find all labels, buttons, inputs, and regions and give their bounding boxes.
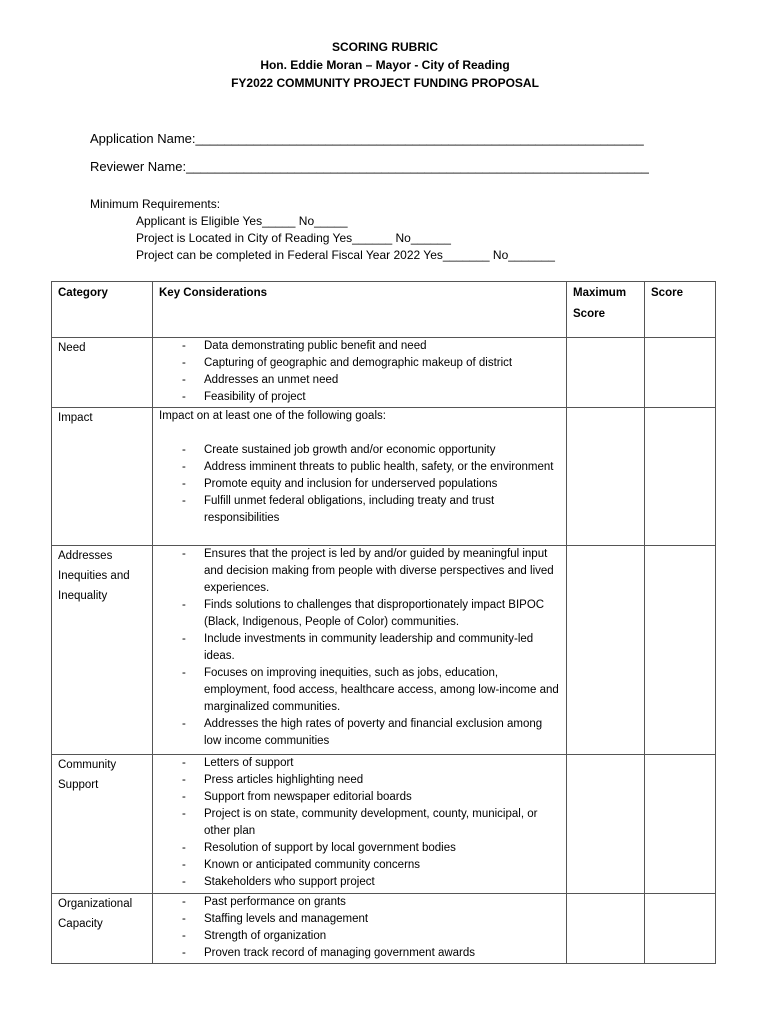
maximum-score-cell[interactable] (567, 894, 645, 964)
minimum-requirements (90, 196, 555, 264)
list-item: - Fulfill unmet federal obligations, including treaty and trust responsibilities (159, 493, 560, 527)
list-item: - Known or anticipated community concerns (159, 857, 560, 874)
application-name-field[interactable]: Application Name:______________________________________________________________ (90, 131, 644, 146)
list-item: - Ensures that the project is led by and/or guided by meaningful input and decision making from people with diverse perspectives and lived experiences. (159, 546, 560, 597)
list-item: - Create sustained job growth and/or economic opportunity (159, 442, 560, 459)
table-row (52, 755, 716, 894)
score-cell[interactable] (645, 408, 716, 546)
list-item: - Finds solutions to challenges that disproportionately impact BIPOC (Black, Indigenous, People of Color) communities. (159, 597, 560, 631)
category-cell: Need (52, 338, 153, 408)
list-item: - Data demonstrating public benefit and need (159, 338, 560, 355)
list-item: - Stakeholders who support project (159, 874, 560, 891)
score-cell[interactable] (645, 755, 716, 894)
list-item: - Addresses an unmet need (159, 372, 560, 389)
list-item: - Past performance on grants (159, 894, 560, 911)
list-item: - Addresses the high rates of poverty and financial exclusion among low income communities (159, 716, 560, 750)
table-row (52, 894, 716, 964)
document-header (0, 38, 770, 92)
maximum-score-cell[interactable] (567, 546, 645, 755)
considerations-cell (153, 546, 567, 755)
requirement-eligible[interactable]: Applicant is Eligible Yes_____ No_____ (136, 214, 348, 228)
maximum-score-cell[interactable] (567, 338, 645, 408)
rubric-title: SCORING RUBRIC (331, 40, 438, 54)
maximum-score-cell[interactable] (567, 755, 645, 894)
list-item: - Address imminent threats to public health, safety, or the environment (159, 459, 560, 476)
header-maximum-score: Maximum Score (567, 282, 645, 338)
list-item: - Feasibility of project (159, 389, 560, 406)
list-item: - Resolution of support by local government bodies (159, 840, 560, 857)
considerations-cell (153, 755, 567, 894)
maximum-score-cell[interactable] (567, 408, 645, 546)
requirements-title: Minimum Requirements: (90, 197, 221, 211)
header-category: Category (52, 282, 153, 338)
list-item: - Letters of support (159, 755, 560, 772)
reviewer-name-field[interactable]: Reviewer Name:________________________________________________________________ (90, 159, 649, 174)
list-item: - Press articles highlighting need (159, 772, 560, 789)
score-cell[interactable] (645, 894, 716, 964)
table-header-row (52, 282, 716, 338)
table-row (52, 408, 716, 546)
considerations-cell (153, 338, 567, 408)
considerations-cell (153, 408, 567, 546)
category-cell: Impact (52, 408, 153, 546)
list-item: - Include investments in community leadership and community-led ideas. (159, 631, 560, 665)
list-item: - Strength of organization (159, 928, 560, 945)
table-row (52, 546, 716, 755)
score-cell[interactable] (645, 338, 716, 408)
category-cell: Community Support (52, 755, 153, 894)
header-key-considerations: Key Considerations (153, 282, 567, 338)
category-cell: Addresses Inequities and Inequality (52, 546, 153, 755)
list-item: - Proven track record of managing government awards (159, 945, 560, 962)
category-cell: Organizational Capacity (52, 894, 153, 964)
impact-intro: Impact on at least one of the following goals: (159, 410, 386, 422)
list-item: - Support from newspaper editorial boards (159, 789, 560, 806)
list-item: - Staffing levels and management (159, 911, 560, 928)
requirement-located[interactable]: Project is Located in City of Reading Yes______ No______ (136, 231, 451, 245)
mayor-line: Hon. Eddie Moran – Mayor - City of Reading (260, 58, 510, 72)
list-item: - Project is on state, community development, county, municipal, or other plan (159, 806, 560, 840)
proposal-title: FY2022 COMMUNITY PROJECT FUNDING PROPOSAL (231, 76, 539, 90)
score-cell[interactable] (645, 546, 716, 755)
table-row (52, 338, 716, 408)
requirement-completion[interactable]: Project can be completed in Federal Fiscal Year 2022 Yes_______ No_______ (136, 248, 555, 262)
scoring-table (51, 281, 716, 964)
header-score: Score (645, 282, 716, 338)
list-item: - Capturing of geographic and demographic makeup of district (159, 355, 560, 372)
list-item: - Promote equity and inclusion for underserved populations (159, 476, 560, 493)
considerations-cell (153, 894, 567, 964)
list-item: - Focuses on improving inequities, such as jobs, education, employment, food access, healthcare access, among low-income and marginalized communities. (159, 665, 560, 716)
